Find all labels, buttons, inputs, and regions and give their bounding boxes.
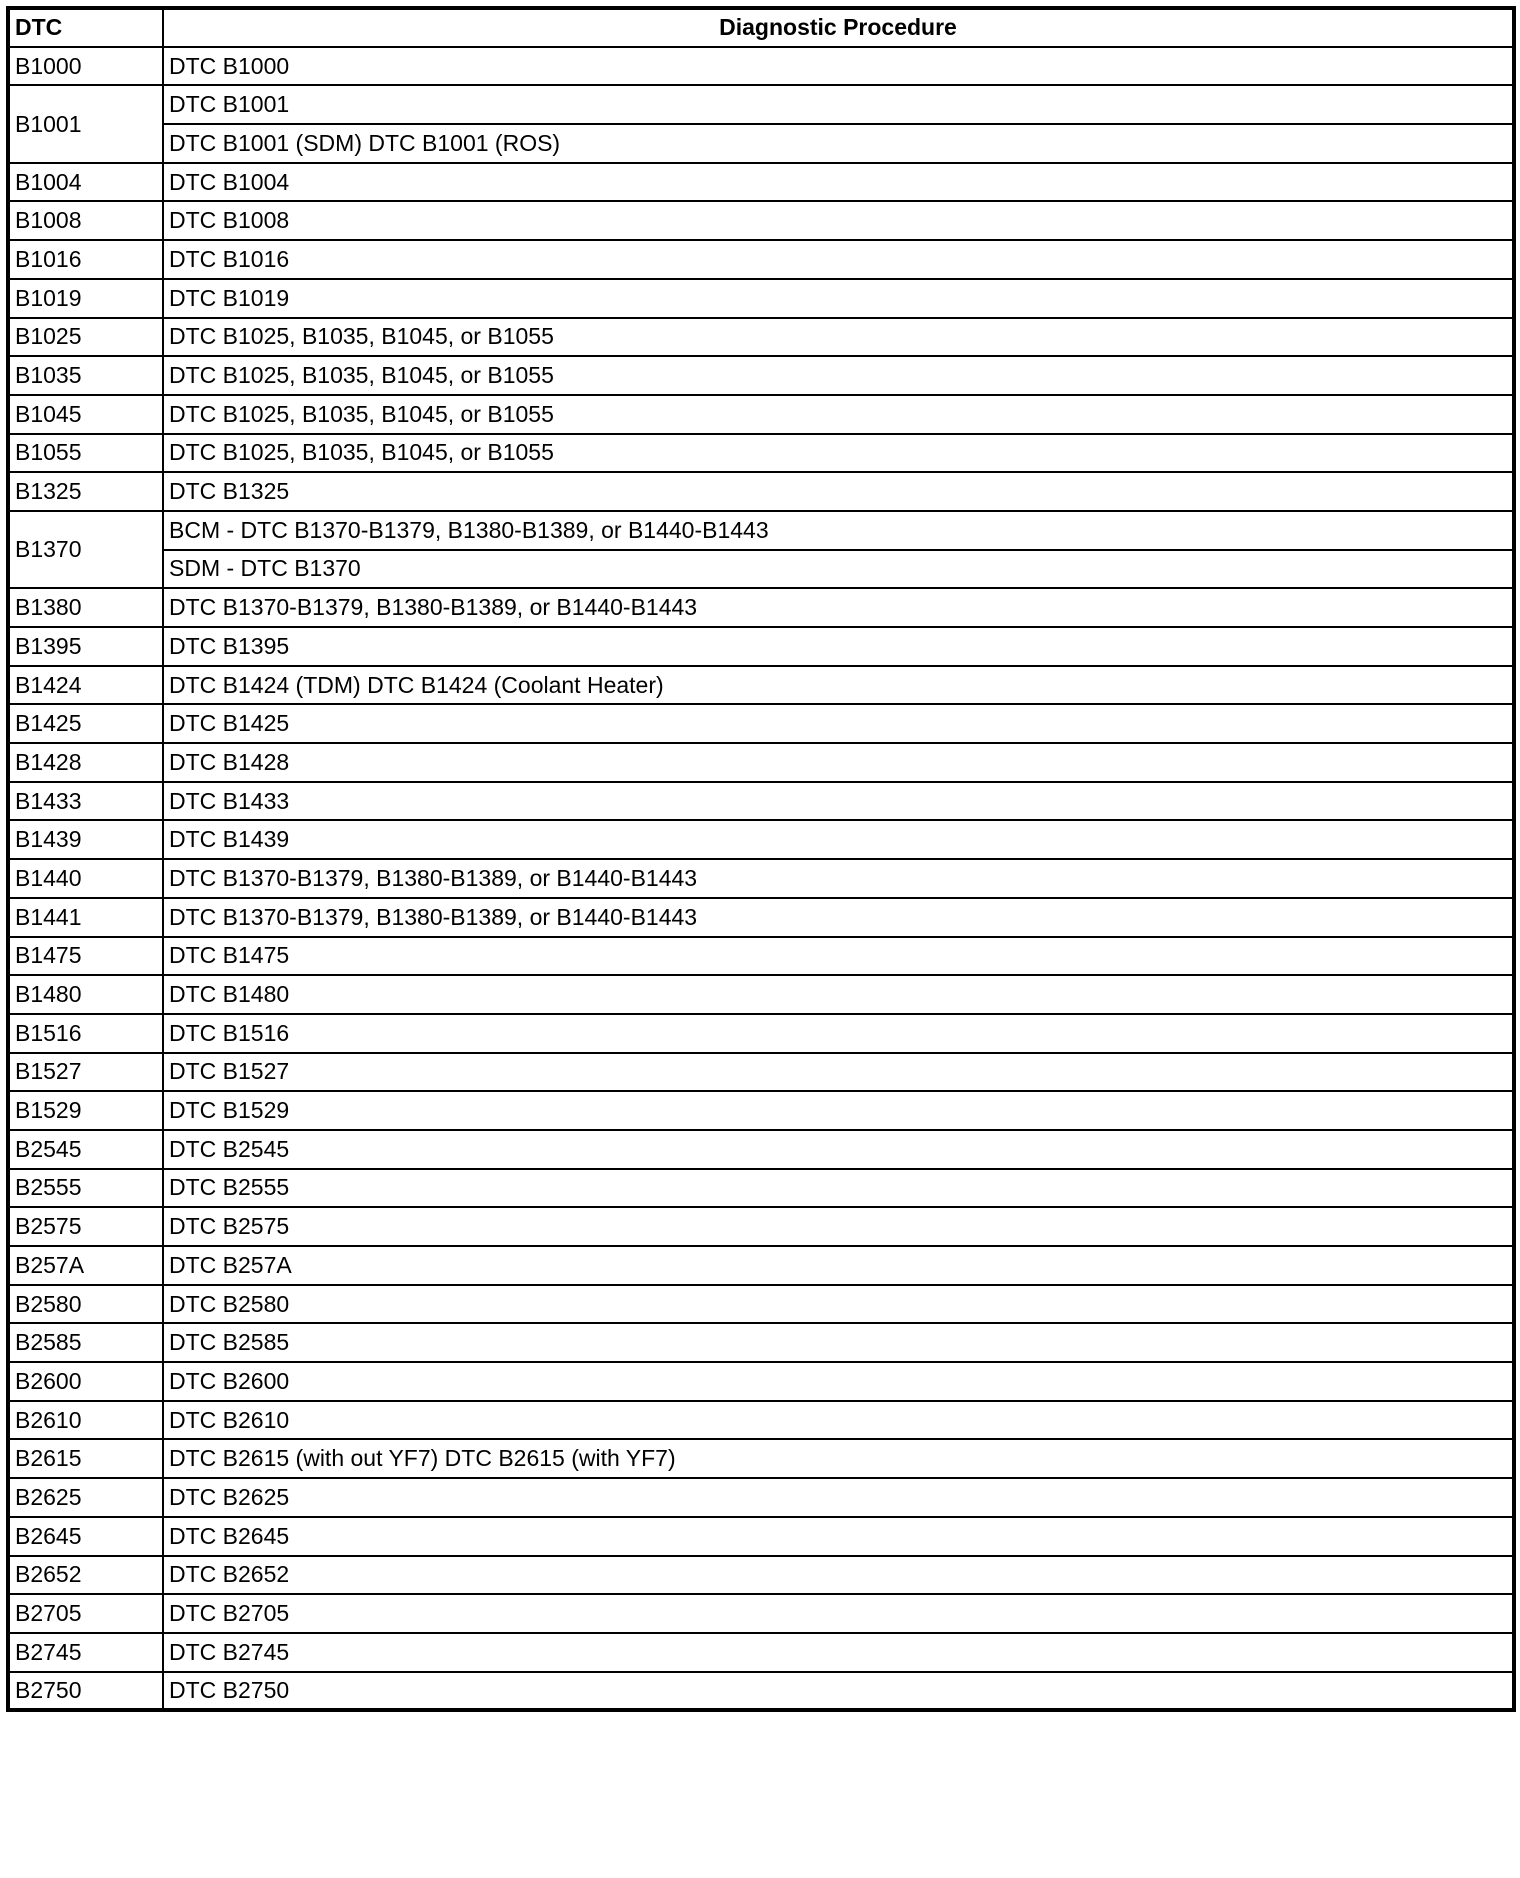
table-row <box>8 1401 1514 1440</box>
dtc-code-cell: B1516 <box>8 1014 163 1053</box>
dtc-code-cell: B2545 <box>8 1130 163 1169</box>
dtc-code-cell: B1424 <box>8 666 163 705</box>
table-row <box>8 47 1514 86</box>
dtc-code-cell: B1325 <box>8 472 163 511</box>
column-header-diagnostic-procedure: Diagnostic Procedure <box>163 8 1514 47</box>
table-row <box>8 434 1514 473</box>
diagnostic-procedure-cell: DTC B2555 <box>163 1169 1514 1208</box>
diagnostic-procedure-cell: DTC B2585 <box>163 1323 1514 1362</box>
diagnostic-procedure-cell: DTC B1001 (SDM) DTC B1001 (ROS) <box>163 124 1514 163</box>
table-row <box>8 1594 1514 1633</box>
table-row <box>8 1362 1514 1401</box>
table-row <box>8 1130 1514 1169</box>
dtc-code-cell: B1475 <box>8 937 163 976</box>
diagnostic-procedure-cell: DTC B1395 <box>163 627 1514 666</box>
diagnostic-procedure-cell: DTC B1001 <box>163 85 1514 124</box>
dtc-code-cell: B1425 <box>8 704 163 743</box>
diagnostic-procedure-cell: DTC B2580 <box>163 1285 1514 1324</box>
diagnostic-procedure-cell: BCM - DTC B1370-B1379, B1380-B1389, or B1440-B1443 <box>163 511 1514 550</box>
table-row <box>8 1556 1514 1595</box>
diagnostic-procedure-cell: DTC B2610 <box>163 1401 1514 1440</box>
diagnostic-procedure-cell: DTC B2600 <box>163 1362 1514 1401</box>
diagnostic-procedure-cell: DTC B1008 <box>163 201 1514 240</box>
dtc-code-cell: B2745 <box>8 1633 163 1672</box>
diagnostic-procedure-cell: DTC B1370-B1379, B1380-B1389, or B1440-B1443 <box>163 588 1514 627</box>
dtc-code-cell: B1439 <box>8 820 163 859</box>
table-row <box>8 356 1514 395</box>
table-row <box>8 588 1514 627</box>
column-header-dtc: DTC <box>8 8 163 47</box>
table-row <box>8 975 1514 1014</box>
dtc-code-cell: B1440 <box>8 859 163 898</box>
table-row <box>8 704 1514 743</box>
diagnostic-procedure-cell: DTC B2652 <box>163 1556 1514 1595</box>
table-row <box>8 1672 1514 1711</box>
table-row <box>8 1246 1514 1285</box>
diagnostic-procedure-cell: DTC B1004 <box>163 163 1514 202</box>
table-row <box>8 627 1514 666</box>
dtc-code-cell: B2652 <box>8 1556 163 1595</box>
dtc-code-cell: B1016 <box>8 240 163 279</box>
diagnostic-procedure-cell: DTC B1424 (TDM) DTC B1424 (Coolant Heater) <box>163 666 1514 705</box>
table-row <box>8 1207 1514 1246</box>
diagnostic-procedure-cell: DTC B1516 <box>163 1014 1514 1053</box>
diagnostic-procedure-cell: DTC B1016 <box>163 240 1514 279</box>
diagnostic-procedure-cell: SDM - DTC B1370 <box>163 550 1514 589</box>
dtc-code-cell: B2600 <box>8 1362 163 1401</box>
dtc-code-cell: B2625 <box>8 1478 163 1517</box>
table-row <box>8 318 1514 357</box>
dtc-code-cell: B1480 <box>8 975 163 1014</box>
table-row <box>8 666 1514 705</box>
dtc-code-cell: B1045 <box>8 395 163 434</box>
diagnostic-procedure-cell: DTC B1025, B1035, B1045, or B1055 <box>163 318 1514 357</box>
dtc-code-cell: B1370 <box>8 511 163 588</box>
table-row <box>8 85 1514 124</box>
diagnostic-procedure-cell: DTC B1439 <box>163 820 1514 859</box>
diagnostic-procedure-cell: DTC B1428 <box>163 743 1514 782</box>
table-row <box>8 1478 1514 1517</box>
table-row <box>8 937 1514 976</box>
diagnostic-procedure-cell: DTC B2705 <box>163 1594 1514 1633</box>
diagnostic-procedure-cell: DTC B2575 <box>163 1207 1514 1246</box>
diagnostic-procedure-cell: DTC B2615 (with out YF7) DTC B2615 (with YF7) <box>163 1439 1514 1478</box>
table-row <box>8 240 1514 279</box>
diagnostic-procedure-cell: DTC B1480 <box>163 975 1514 1014</box>
table-row <box>8 820 1514 859</box>
table-row <box>8 395 1514 434</box>
table-row <box>8 859 1514 898</box>
diagnostic-procedure-cell: DTC B2545 <box>163 1130 1514 1169</box>
table-row <box>8 550 1514 589</box>
dtc-code-cell: B1055 <box>8 434 163 473</box>
table-row <box>8 201 1514 240</box>
table-row <box>8 782 1514 821</box>
diagnostic-procedure-cell: DTC B2625 <box>163 1478 1514 1517</box>
table-body <box>8 47 1514 1711</box>
dtc-code-cell: B1395 <box>8 627 163 666</box>
table-row <box>8 1014 1514 1053</box>
table-row <box>8 1633 1514 1672</box>
dtc-code-cell: B2750 <box>8 1672 163 1711</box>
dtc-code-cell: B1001 <box>8 85 163 162</box>
dtc-code-cell: B1428 <box>8 743 163 782</box>
diagnostic-procedure-cell: DTC B2750 <box>163 1672 1514 1711</box>
dtc-code-cell: B2575 <box>8 1207 163 1246</box>
table-row <box>8 743 1514 782</box>
table-row <box>8 124 1514 163</box>
table-row <box>8 1517 1514 1556</box>
table-row <box>8 1169 1514 1208</box>
table-row <box>8 472 1514 511</box>
diagnostic-procedure-cell: DTC B1025, B1035, B1045, or B1055 <box>163 434 1514 473</box>
diagnostic-procedure-cell: DTC B1019 <box>163 279 1514 318</box>
dtc-code-cell: B1000 <box>8 47 163 86</box>
dtc-code-cell: B2555 <box>8 1169 163 1208</box>
table-row <box>8 1285 1514 1324</box>
table-header-row <box>8 8 1514 47</box>
table-row <box>8 511 1514 550</box>
diagnostic-procedure-cell: DTC B1370-B1379, B1380-B1389, or B1440-B1443 <box>163 898 1514 937</box>
dtc-code-cell: B2645 <box>8 1517 163 1556</box>
table-row <box>8 163 1514 202</box>
dtc-code-cell: B2610 <box>8 1401 163 1440</box>
dtc-code-cell: B1035 <box>8 356 163 395</box>
table-row <box>8 1091 1514 1130</box>
dtc-code-cell: B257A <box>8 1246 163 1285</box>
diagnostic-procedure-cell: DTC B257A <box>163 1246 1514 1285</box>
dtc-table <box>6 6 1516 1712</box>
diagnostic-procedure-cell: DTC B1433 <box>163 782 1514 821</box>
dtc-code-cell: B1019 <box>8 279 163 318</box>
diagnostic-procedure-cell: DTC B1325 <box>163 472 1514 511</box>
diagnostic-procedure-cell: DTC B1370-B1379, B1380-B1389, or B1440-B1443 <box>163 859 1514 898</box>
table-row <box>8 1439 1514 1478</box>
dtc-code-cell: B1527 <box>8 1053 163 1092</box>
dtc-code-cell: B1433 <box>8 782 163 821</box>
diagnostic-procedure-cell: DTC B1025, B1035, B1045, or B1055 <box>163 356 1514 395</box>
dtc-code-cell: B1529 <box>8 1091 163 1130</box>
dtc-code-cell: B1004 <box>8 163 163 202</box>
table-row <box>8 1053 1514 1092</box>
diagnostic-procedure-cell: DTC B1025, B1035, B1045, or B1055 <box>163 395 1514 434</box>
dtc-code-cell: B2585 <box>8 1323 163 1362</box>
dtc-code-cell: B1380 <box>8 588 163 627</box>
dtc-code-cell: B2580 <box>8 1285 163 1324</box>
diagnostic-procedure-cell: DTC B1000 <box>163 47 1514 86</box>
diagnostic-procedure-cell: DTC B2745 <box>163 1633 1514 1672</box>
table-row <box>8 279 1514 318</box>
diagnostic-procedure-cell: DTC B2645 <box>163 1517 1514 1556</box>
dtc-code-cell: B2705 <box>8 1594 163 1633</box>
dtc-code-cell: B1008 <box>8 201 163 240</box>
table-row <box>8 1323 1514 1362</box>
diagnostic-procedure-cell: DTC B1529 <box>163 1091 1514 1130</box>
dtc-code-cell: B1441 <box>8 898 163 937</box>
diagnostic-procedure-cell: DTC B1425 <box>163 704 1514 743</box>
document-page <box>6 6 1512 1712</box>
diagnostic-procedure-cell: DTC B1527 <box>163 1053 1514 1092</box>
dtc-code-cell: B2615 <box>8 1439 163 1478</box>
dtc-code-cell: B1025 <box>8 318 163 357</box>
diagnostic-procedure-cell: DTC B1475 <box>163 937 1514 976</box>
table-row <box>8 898 1514 937</box>
